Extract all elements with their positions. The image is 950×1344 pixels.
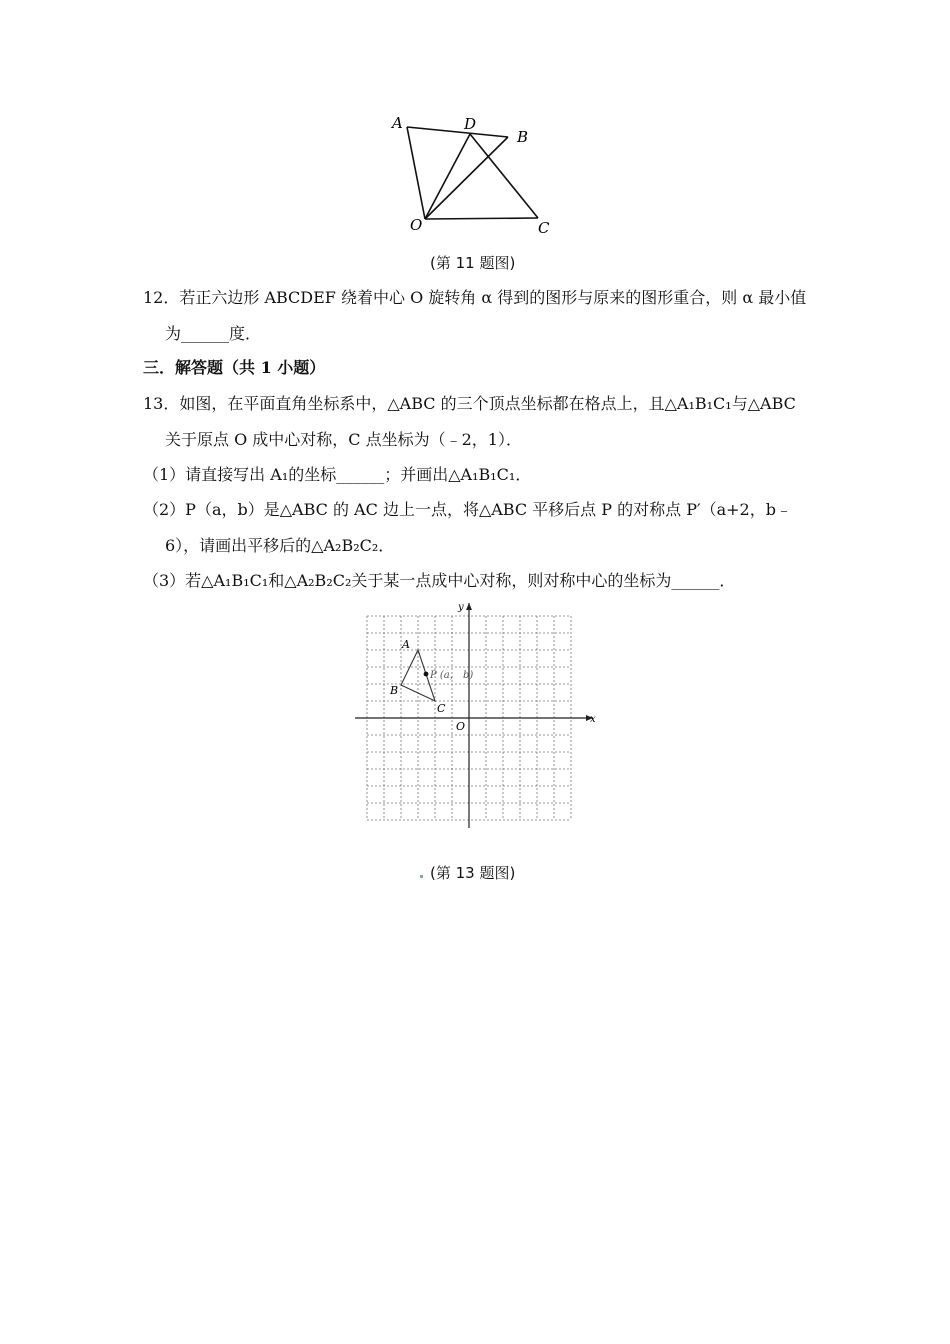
- segment-OC: [425, 218, 538, 219]
- q13-part3: （3）若△A₁B₁C₁和△A₂B₂C₂关于某一点成中心对称，则对称中心的坐标为______．: [143, 571, 736, 590]
- label-C: C: [538, 219, 550, 237]
- q13-line2: 关于原点 O 成中心对称，C 点坐标为（﹣2，1）．: [165, 430, 522, 449]
- figure-11: [380, 110, 560, 240]
- label-P: P (a， b): [430, 670, 474, 681]
- segment-AB: [407, 127, 508, 137]
- q12-line2: 为______度．: [165, 324, 262, 343]
- q13-part2-line2: 6），请画出平移后的△A₂B₂C₂．: [165, 536, 395, 555]
- segment-DC: [470, 134, 538, 218]
- y-axis-arrow: [466, 603, 472, 610]
- label-C: C: [437, 702, 446, 715]
- label-B: B: [390, 684, 399, 697]
- q13-part2-line1: （2）P（a，b）是△ABC 的 AC 边上一点，将△ABC 平移后点 P 的对称点 P′（a+2，b﹣: [143, 500, 792, 519]
- y-axis-label: y: [458, 602, 464, 613]
- label-O: O: [410, 216, 423, 234]
- label-B: B: [517, 128, 529, 146]
- q13-part1: （1）请直接写出 A₁的坐标______；并画出△A₁B₁C₁．: [143, 465, 532, 484]
- segment-OB: [425, 137, 508, 219]
- label-A: A: [402, 638, 410, 651]
- q12-line1: 12．若正六边形 ABCDEF 绕着中心 O 旋转角 α 得到的图形与原来的图形重合，则 α 最小值: [143, 288, 807, 307]
- caption-dot: [420, 875, 423, 878]
- figure-13-caption: (第 13 题图): [430, 864, 516, 882]
- q13-line1: 13．如图，在平面直角坐标系中，△ABC 的三个顶点坐标都在格点上，且△A₁B₁C₁与△ABC: [143, 394, 796, 413]
- segment-OD: [425, 134, 470, 219]
- segment-AO: [407, 127, 425, 219]
- figure-13: [350, 598, 600, 833]
- label-A: A: [392, 114, 403, 132]
- x-axis-label: x: [590, 714, 596, 725]
- origin-label: O: [456, 720, 466, 733]
- label-D: D: [464, 115, 477, 133]
- figure-11-caption: (第 11 题图): [430, 254, 516, 272]
- point-P: [424, 672, 429, 677]
- section-3-heading: 三．解答题（共 1 小题）: [143, 358, 326, 377]
